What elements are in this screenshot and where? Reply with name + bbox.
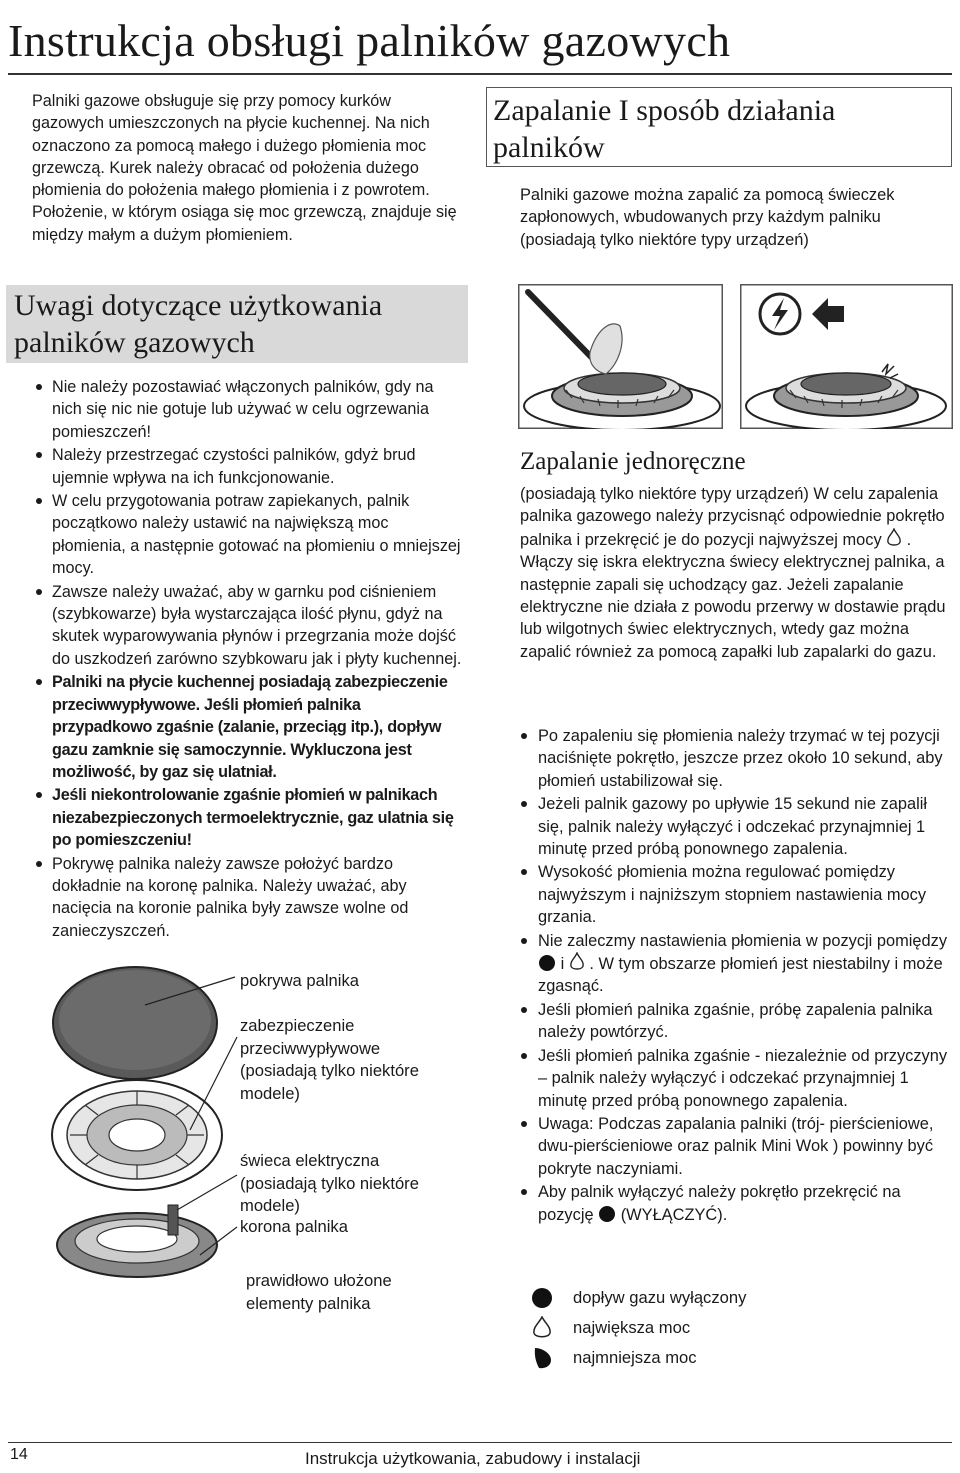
tip-text: Aby palnik wyłączyć należy pokrętło przekręcić na pozycję bbox=[538, 1183, 901, 1224]
list-item: Pokrywę palnika należy zawsze położyć bardzo dokładnie na koronę palnika. Należy uważać, aby nacięcia na koronie palnika były zawsze wolne od zanieczyszczeń. bbox=[32, 853, 464, 943]
flame-outline-icon bbox=[886, 528, 902, 548]
title-divider bbox=[8, 73, 952, 75]
list-item bbox=[520, 930, 952, 998]
list-item: Należy przestrzegać czystości palników, gdyż brud ujemnie wpływa na ich funkcjonowanie. bbox=[32, 444, 464, 489]
filled-circle-icon bbox=[531, 1287, 553, 1309]
remarks-heading: Uwagi dotyczące użytkowania palników gazowych bbox=[6, 285, 468, 363]
label-safety: zabezpieczenie przeciwwypływowe (posiadają tylko niektóre modele) bbox=[240, 1016, 419, 1103]
label-assembled: prawidłowo ułożone elementy palnika bbox=[246, 1271, 392, 1313]
list-item: Jeśli płomień palnika zgaśnie, próbę zapalenia palnika należy powtórzyć. bbox=[520, 999, 952, 1044]
list-item: Jeśli płomień palnika zgaśnie - niezależnie od przyczyny – palnik należy wyłączyć i odczekać przynajmniej 1 minutę przed próbą ponownego zapalenia. bbox=[520, 1045, 952, 1112]
list-item: Wysokość płomienia można regulować pomiędzy najwyższym i najniższym stopniem nastawienia mocy grzania. bbox=[520, 861, 952, 928]
tip-text: (WYŁĄCZYĆ). bbox=[620, 1205, 728, 1224]
one-hand-heading: Zapalanie jednoręczne bbox=[520, 448, 746, 475]
legend-max-label: największa moc bbox=[573, 1318, 691, 1337]
one-hand-text-1: (posiadają tylko niektóre typy urządzeń) W celu zapalenia palnika gazowego należy przycisnąć odpowiednie pokrętło palnika i przekręcić je do pozycji najwyższej mocy bbox=[520, 485, 945, 549]
list-item: Nie należy pozostawiać włączonych palników, gdy na nich się nic nie gotuje lub używać w celu ogrzewania pomieszczeń! bbox=[32, 376, 464, 443]
list-item: Jeżeli palnik gazowy po upływie 15 sekund nie zapalił się, palnik należy wyłączyć i odczekać przynajmniej 1 minutę przed próbą ponownego zapalenia. bbox=[520, 793, 952, 860]
flame-outline-icon bbox=[532, 1316, 552, 1340]
burner-match-illustration bbox=[518, 284, 723, 429]
tip-text: Nie zaleczmy nastawienia płomienia w pozycji pomiędzy bbox=[538, 931, 948, 950]
footer-divider bbox=[8, 1442, 952, 1443]
list-item bbox=[520, 1181, 952, 1226]
filled-circle-icon bbox=[538, 954, 556, 972]
list-item: Jeśli niekontrolowanie zgaśnie płomień w palnikach niezabezpieczonych termoelektrycznie, gaz ulatnia się po pomieszczeniu! bbox=[32, 784, 464, 851]
legend-min bbox=[530, 1346, 697, 1370]
remarks-list bbox=[32, 376, 464, 943]
legend-off-label: dopływ gazu wyłączony bbox=[573, 1288, 747, 1307]
list-item: W celu przygotowania potraw zapiekanych, palnik początkowo należy ustawić na największą moc płomienia, a następnie gotować na płomieniu o mniejszej mocy. bbox=[32, 490, 464, 580]
legend-off bbox=[530, 1286, 746, 1310]
legend-max bbox=[530, 1316, 690, 1340]
label-spark: świeca elektryczna (posiadają tylko niektóre modele) bbox=[240, 1151, 419, 1216]
list-item: Zawsze należy uważać, aby w garnku pod ciśnieniem (szybkowarze) była wystarczająca ilość płynu, gdyż na skutek wyparowywania płynów i przegrzania może dojść do uszkodzeń zarówno szybkowaru jak i płyty kuchennej. bbox=[32, 581, 464, 671]
label-cover: pokrywa palnika bbox=[240, 971, 359, 990]
one-hand-block bbox=[520, 483, 950, 663]
list-item: Po zapaleniu się płomienia należy trzymać w tej pozycji naciśnięte pokrętło, jeszcze przez około 10 sekund, aby płomień ustabilizował się. bbox=[520, 725, 952, 792]
label-crown: korona palnika bbox=[240, 1217, 348, 1236]
burner-exploded-diagram bbox=[40, 965, 240, 1325]
ignition-text: Palniki gazowe można zapalić za pomocą świeczek zapłonowych, wbudowanych przy każdym palniku (posiadają tylko niektóre typy urządzeń) bbox=[520, 186, 895, 249]
tip-text: i bbox=[560, 955, 565, 974]
legend-min-label: najmniejsza moc bbox=[573, 1348, 697, 1367]
small-flame-icon bbox=[531, 1346, 553, 1370]
intro-paragraph: Palniki gazowe obsługuje się przy pomocy kurków gazowych umieszczonych na płycie kuchennej. Na nich oznaczono za pomocą małego i dużego płomienia moc grzewczą. Kurek należy obracać od położenia dużego płomienia do położenia małego płomienia i z powrotem. Położenie, w którym osiąga się moc grzewczą, znajduje się między małym a dużym płomieniem. bbox=[32, 92, 457, 244]
flame-outline-icon bbox=[569, 952, 585, 972]
tips-list bbox=[520, 725, 952, 1227]
one-hand-text-2: . Włączy się iskra elektryczna świecy elektrycznej palnika, a następnie zapali się uchodzący gaz. Jeżeli zapalanie elektryczne nie działa z powodu przerwy w dostawie prądu lub wilgotnych świec elektrycznych, wtedy gaz można zapalić również za pomocą zapałki lub zapalarki do gazu. bbox=[520, 530, 946, 661]
footer-text: Instrukcja użytkowania, zabudowy i instalacji bbox=[305, 1449, 641, 1468]
ignition-heading: Zapalanie I sposób działania palników bbox=[486, 87, 952, 167]
page-title: Instrukcja obsługi palników gazowych bbox=[8, 15, 731, 66]
list-item: Uwaga: Podczas zapalania palniki (trój- pierścieniowe, dwu-pierścieniowe oraz palnik Mini Wok ) powinny być pokryte naczyniami. bbox=[520, 1113, 952, 1180]
page-number: 14 bbox=[10, 1446, 28, 1463]
list-item: Palniki na płycie kuchennej posiadają zabezpieczenie przeciwwypływowe. Jeśli płomień palnika przypadkowo zgaśnie (zalanie, przeciąg itp.), dopływ gazu zamknie się samoczynnie. Wykluczona jest możliwość, by gaz się ulatniał. bbox=[32, 671, 464, 783]
burner-spark-illustration bbox=[740, 284, 953, 429]
filled-circle-icon bbox=[598, 1205, 616, 1223]
tip-text: . W tym obszarze płomień jest niestabilny i może zgasnąć. bbox=[538, 955, 943, 996]
